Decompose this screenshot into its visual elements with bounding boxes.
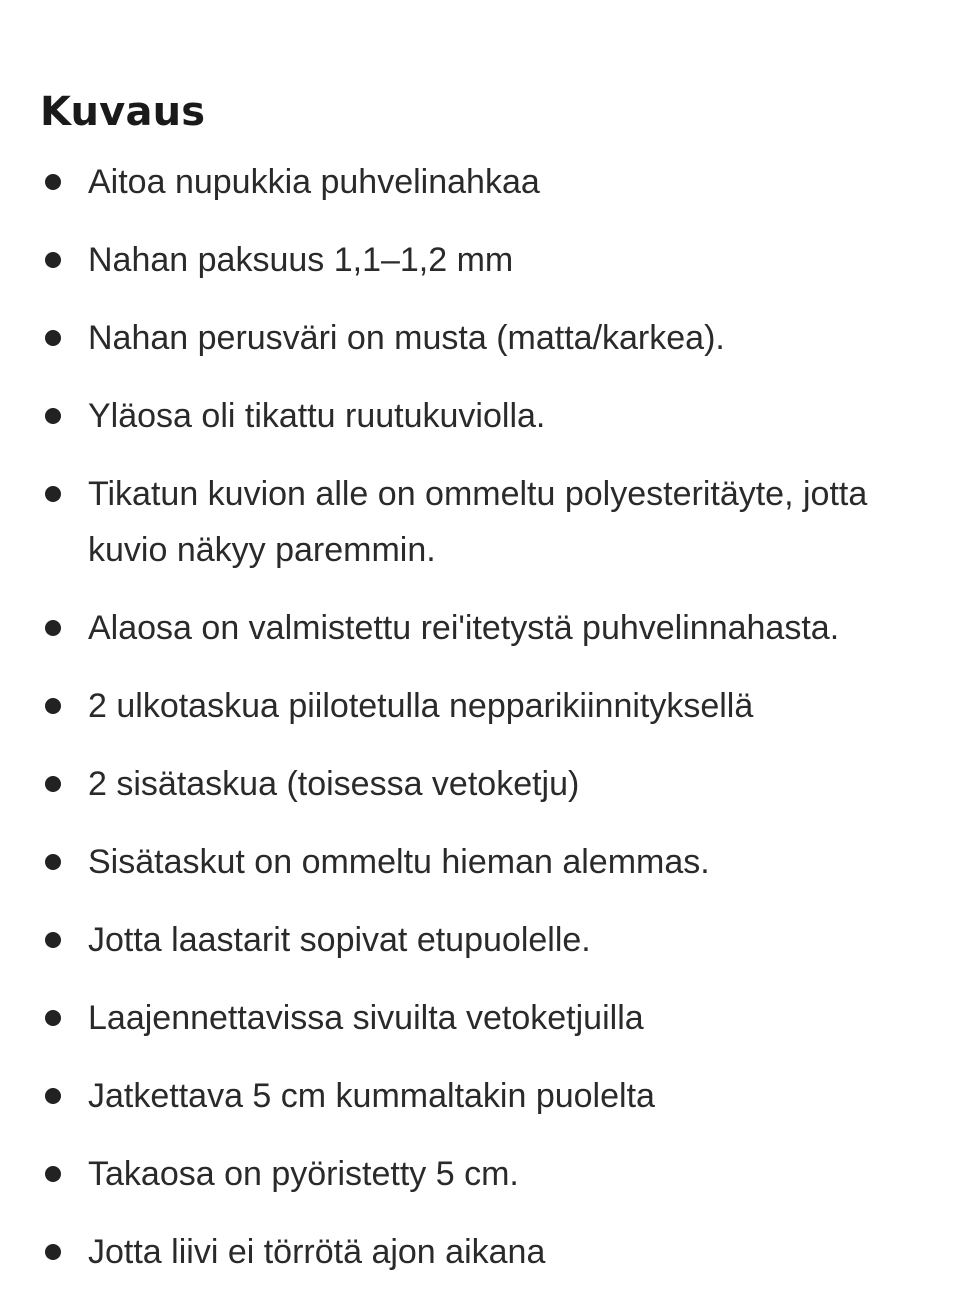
list-item	[40, 232, 940, 288]
list-item-text: Jotta liivi ei törrötä ajon aikana	[88, 1233, 546, 1271]
list-item-text: Sisätaskut on ommeltu hieman alemmas.	[88, 843, 710, 881]
bullet-icon	[45, 252, 61, 268]
list-item	[40, 466, 940, 578]
section-title: Kuvaus	[40, 89, 206, 135]
bullet-icon	[45, 854, 61, 870]
bullet-icon	[45, 932, 61, 948]
list-item	[40, 678, 940, 734]
list-item-text: Aitoa nupukkia puhvelinahkaa	[88, 163, 540, 201]
bullet-icon	[45, 776, 61, 792]
list-item-text: 2 ulkotaskua piilotetulla nepparikiinnityksellä	[88, 687, 754, 725]
list-item-text: Nahan paksuus 1,1–1,2 mm	[88, 241, 514, 279]
list-item-text: Nahan perusväri on musta (matta/karkea).	[88, 319, 725, 357]
description-list	[40, 154, 940, 1280]
list-item-text: Tikatun kuvion alle on ommeltu polyesteritäyte, jotta kuvio näkyy paremmin.	[88, 475, 868, 569]
list-item	[40, 1224, 940, 1280]
list-item	[40, 1068, 940, 1124]
list-item-text: Takaosa on pyöristetty 5 cm.	[88, 1155, 519, 1193]
list-item	[40, 154, 940, 210]
bullet-icon	[45, 174, 61, 190]
bullet-icon	[45, 620, 61, 636]
list-item	[40, 756, 940, 812]
list-item-text: Laajennettavissa sivuilta vetoketjuilla	[88, 999, 644, 1037]
bullet-icon	[45, 1010, 61, 1026]
description-section	[40, 82, 940, 1302]
list-item	[40, 834, 940, 890]
bullet-icon	[45, 1166, 61, 1182]
list-item	[40, 990, 940, 1046]
list-item-text: Yläosa oli tikattu ruutukuviolla.	[88, 397, 546, 435]
list-item	[40, 600, 940, 656]
list-item	[40, 912, 940, 968]
list-item	[40, 1146, 940, 1202]
bullet-icon	[45, 408, 61, 424]
list-item-text: Jatkettava 5 cm kummaltakin puolelta	[88, 1077, 655, 1115]
list-item	[40, 310, 940, 366]
bullet-icon	[45, 330, 61, 346]
bullet-icon	[45, 1088, 61, 1104]
list-item	[40, 388, 940, 444]
bullet-icon	[45, 486, 61, 502]
bullet-icon	[45, 698, 61, 714]
bullet-icon	[45, 1244, 61, 1260]
list-item-text: 2 sisätaskua (toisessa vetoketju)	[88, 765, 580, 803]
list-item-text: Alaosa on valmistettu rei'itetystä puhvelinnahasta.	[88, 609, 840, 647]
list-item-text: Jotta laastarit sopivat etupuolelle.	[88, 921, 591, 959]
